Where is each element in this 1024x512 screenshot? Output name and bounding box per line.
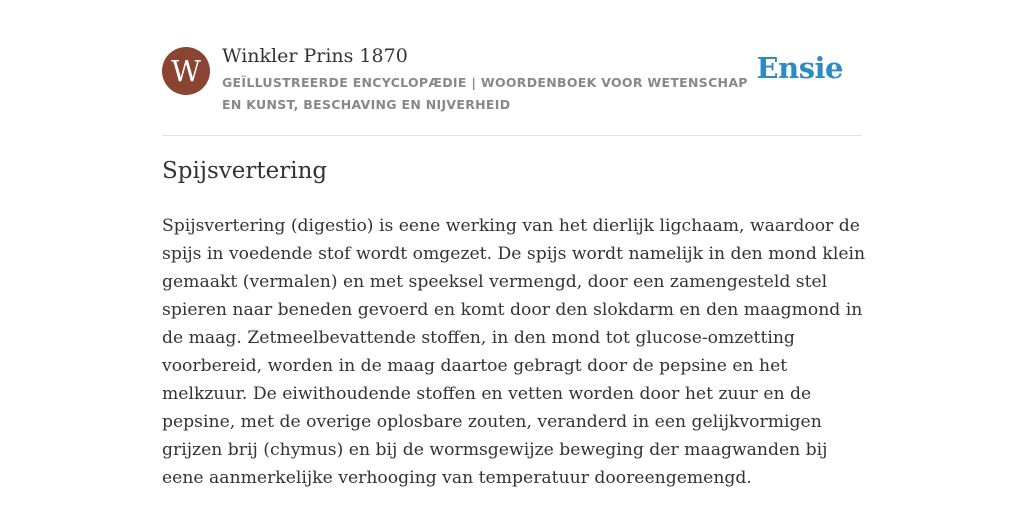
source-header	[162, 0, 862, 136]
source-title[interactable]: Winkler Prins 1870	[222, 45, 408, 67]
avatar-letter: W	[171, 54, 201, 88]
entry-title: Spijsvertering	[162, 158, 328, 184]
page	[162, 0, 866, 488]
entry-body: Spijsvertering (digestio) is eene werking van het dierlijk ligchaam, waardoor de spijs in voedende stof wordt omgezet. De spijs wordt namelijk in den mond klein gemaakt (vermalen) en met speeksel vermengd, door een zamengesteld stel spieren naar beneden gevoerd en komt door den slokdarm en den maagmond in de maag. Zetmeelbevattende stoffen, in den mond tot glucose-omzetting voorbereid, worden in de maag daartoe gebragt door de pepsine en het melkzuur. De eiwithoudende stoffen en vetten worden door het zuur en de pepsine, met de overige oplosbare zouten, veranderd in een gelijkvormigen grijzen brij (chymus) en bij de wormsgewijze beweging der maagwanden bij eene aanmerkelijke verhooging van temperatuur dooreengemengd.	[162, 216, 866, 488]
source-subtitle: GEÏLLUSTREERDE ENCYCLOPÆDIE | WOORDENBOEK VOOR WETENSCHAP EN KUNST, BESCHAVING EN NIJVERHEID	[222, 75, 748, 112]
ensie-logo[interactable]: Ensie	[756, 51, 843, 85]
source-avatar[interactable]	[162, 47, 210, 95]
